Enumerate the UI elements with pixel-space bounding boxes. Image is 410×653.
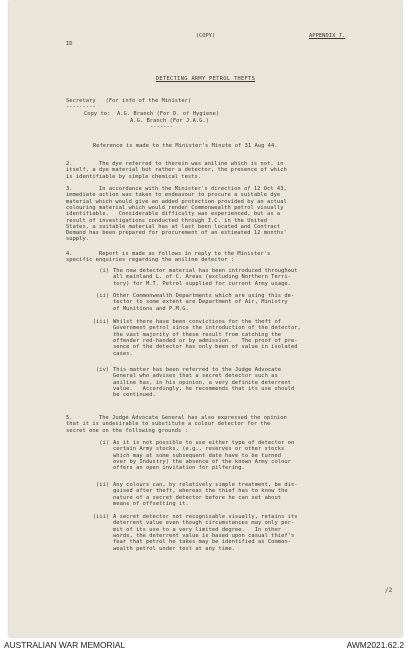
text-line: that it is undesirable to substitute a colour detector for the [66,421,271,428]
item-text-line: offers an open invitation for pilfering. [113,465,245,472]
item-text-line: be continued. [113,392,156,399]
item-text-line: Whilst there have been convictions for the theft of [113,319,282,325]
item-text-line: wealth petrol under test at any time. [113,545,235,552]
item-text-line: means of offsetting it. [113,500,189,507]
text-line: 5. The Judge Advocate General has also expressed the opinion [66,415,287,421]
archive-footer [0,639,410,653]
item-text-line: words, the deterrent value is based upon casual thief's [113,532,295,539]
page-continuation-marker: /2 [385,587,393,594]
item-text-line: value. Accordingly, he recommends that its use should [113,385,295,392]
text-line: 4. Report is made as follows in reply to the Minister's [66,251,271,257]
item-text-line: cases. [113,350,133,357]
item-text-line: over by Industry) the absence of the known Army colour [113,458,291,465]
item-text-line: mit of its use to a very limited degree. In other [113,526,282,533]
archive-name: AUSTRALIAN WAR MEMORIAL [4,640,126,650]
copy-to-line-1: Copy to: A.G. Branch (For D. of Hygiene) [84,111,220,117]
document-title: DETECTING ARMY PETROL THEFTS [155,76,256,82]
item-text-line: General who advises that a secret detector such as [113,373,278,380]
text-line: immediate action was taken to endeavour to procure a suitable dye [66,192,281,199]
item-text-line: Government petrol since the introduction of the detector, [113,325,301,332]
archive-reference: AWM2021.62.2 [346,640,404,650]
item-label: (i) [99,268,110,274]
item-label: (iv) [96,367,110,373]
text-line: 2. The dye referred to therein was aniline which is not, in [66,161,284,167]
secretary-line: Secretary (For info of the Minister) [66,98,192,104]
item-text-line: tory) for M.T. Petrol supplied for current Army usage. [113,280,291,287]
id-marking: ID [66,41,73,47]
text-line: is identifiable by simple chemical tests. [66,173,202,180]
item-text-line: Other Commonwealth Departments which are using this de- [113,293,295,299]
item-text-line: Any colours can, by relatively simple treatment, be dis- [113,482,298,488]
item-label: (iii) [92,514,110,520]
text-line: specific enquiries regarding the aniline detector : [66,257,235,264]
item-text-line: tector to some extent are Department of Air, Ministry [113,299,288,306]
reference-paragraph: Reference is made to the Minister's Minute of 31 Aug 44. [93,143,278,149]
text-line: colouring material which would render Commonwealth petrol visually [66,204,284,211]
routing-rule: ------- [150,124,174,130]
text-line: 3. In accordance with the Minister's direction of 12 Oct 43, [66,186,287,192]
appendix-label: APPENDIX 7. [309,33,346,39]
document-page [9,0,402,637]
text-line: supply. [66,236,90,243]
item-label: (i) [99,440,110,446]
item-text-line: sence of the detector has only been of value in isolated [113,344,298,351]
item-text-line: guised after theft, whereas the thief has to know the [113,488,288,495]
item-text-line: the vast majority of these result from catching the [113,331,282,338]
item-text-line: deterrent value even though circumstances may only per- [113,520,295,527]
item-label: (iii) [92,319,110,325]
item-text-line: A secret detector not recognisable visually, retains its [113,514,298,520]
item-label: (ii) [96,482,110,488]
item-text-line: aniline has, in his opinion, a very definite deterrent [113,379,291,386]
copy-marking: (COPY) [195,33,216,39]
text-line: material which would give an added protection provided by an actual [66,198,287,205]
item-text-line: The new detector material has been introduced throughout [113,268,298,274]
text-line: result of investigations conducted through I.C. in the United [66,217,268,224]
text-line: itself, a dye material but rather a detector, the presence of which [66,167,287,174]
copy-to-line-2: A.G. Branch (For J.A.G.) [130,118,210,124]
text-line: identifiable. Considerable difficulty was experienced, but as a [66,211,281,218]
item-text-line: offender red-handed or by admission. The proof of pre- [113,337,298,344]
item-label: (ii) [96,293,110,299]
text-line: secret one on the following grounds : [66,427,188,434]
item-text-line: all mainland L. of C. Areas (excluding Northern Terri- [113,274,291,281]
item-text-line: As it is not possible to use either type of detector on [113,440,295,446]
item-text-line: which may at some subsequent date have to be turned [113,452,282,459]
item-text-line: certain Army stocks, (e.g., reserves or other stocks [113,446,285,453]
text-line: Demand has been prepared for procurement of an estimated 12 months' [66,230,287,237]
item-text-line: fear that petrol he takes may be identified as Common- [113,539,291,546]
item-text-line: This matter has been referred to the Judge Advocate [113,367,282,373]
text-line: States, a suitable material has at last been located and Contract [66,223,281,230]
item-text-line: of Munitions and P.M.G. [113,305,189,312]
item-text-line: nature of a secret detector before he can set about [113,494,282,501]
secretary-underline: --------- [66,104,96,110]
